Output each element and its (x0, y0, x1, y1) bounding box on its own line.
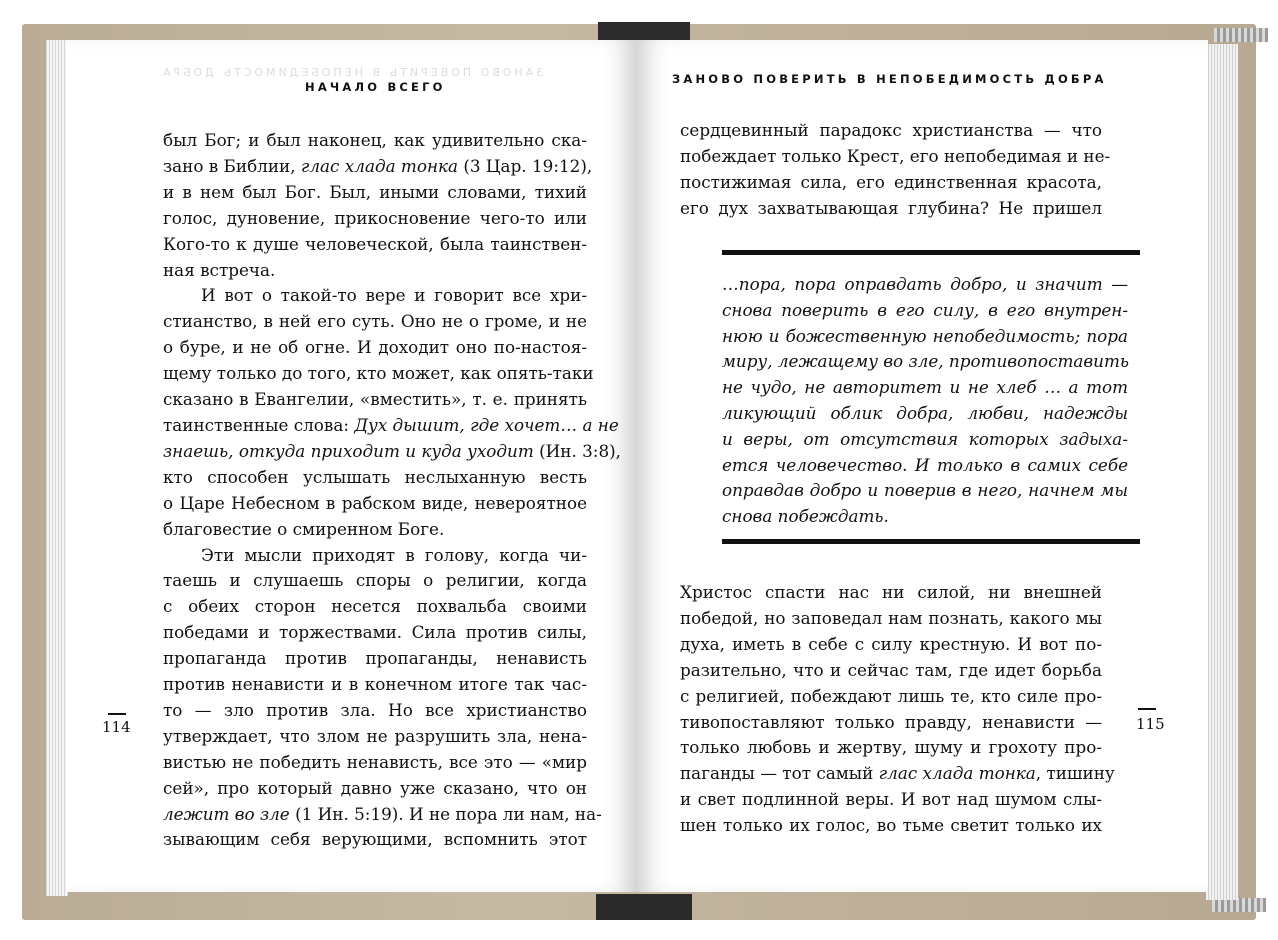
text-line (680, 813, 1102, 839)
text-line (163, 620, 587, 646)
text-line (163, 646, 587, 672)
quote-line: снова побеждать. (722, 506, 889, 527)
text-segment: (1 Ин. 5:19). И не пора ли нам, на- (289, 803, 602, 824)
text-segment: (3 Цар. 19:12), (458, 155, 593, 176)
text-segment: Эти мысли приходят в голову, когда чи- (201, 544, 587, 565)
text-line (163, 309, 587, 335)
quote-line: снова поверить в его силу, в его внутрен- (722, 299, 1128, 320)
text-line (680, 118, 1102, 144)
text-line (680, 580, 1102, 606)
text-line (680, 735, 1102, 761)
text-segment: голос, дуновение, прикосновение чего-то или (163, 207, 587, 228)
right-body-text-bottom (680, 580, 1115, 839)
right-running-head: ЗАНОВО ПОВЕРИТЬ В НЕПОБЕДИМОСТЬ ДОБРА (672, 72, 1107, 86)
quote-line: миру, лежащему во зле, противопоставить (722, 351, 1130, 372)
text-line (163, 517, 587, 543)
italic-segment: знаешь, откуда приходит и куда уходит (163, 440, 534, 461)
page-edges-left (46, 40, 68, 896)
quote-line: не чудо, не авторитет и не хлеб … а тот (722, 377, 1128, 398)
quote-line: и веры, от отсутствия которых задыха- (722, 428, 1128, 449)
text-line (680, 144, 1111, 170)
text-segment: стианство, в ней его суть. Оно не о громе, и не (163, 311, 587, 332)
text-line (163, 258, 587, 284)
quote-line: оправдав добро и поверив в него, начнем мы (722, 480, 1128, 501)
left-body-text (163, 128, 622, 853)
text-segment: побеждает только Крест, его непобедимая и не- (680, 145, 1111, 166)
page-edges-right (1206, 44, 1238, 900)
left-running-head: НАЧАЛО ВСЕГО (305, 80, 446, 94)
text-segment: разительно, что и сейчас там, где идет борьба (680, 659, 1102, 680)
pull-quote (722, 272, 1128, 530)
text-segment: против ненависти и в конечном итоге так час- (163, 674, 587, 695)
text-segment: таинственные слова: (163, 414, 355, 435)
italic-segment: глас хлада тонка (300, 155, 459, 176)
text-line (680, 658, 1102, 684)
text-segment: с религией, побеждают лишь те, кто силе про- (680, 685, 1102, 706)
text-segment: сердцевинный парадокс христианства — что (680, 120, 1102, 140)
text-segment: сей», про который давно уже сказано, что он (163, 777, 587, 798)
mirror-running-head: ЗАНОВО ПОВЕРИТЬ В НЕПОБЕДИМОСТЬ ДОБРА (160, 66, 544, 79)
text-line (680, 710, 1102, 736)
text-line (163, 465, 587, 491)
text-line (163, 361, 594, 387)
text-segment: сказано в Евангелии, «вместить», т. е. принять (163, 389, 587, 410)
text-line (163, 387, 587, 413)
text-segment: зывающим себя верующими, вспомнить этот (163, 829, 587, 850)
text-line (163, 413, 619, 439)
italic-segment: Дух дышит, где хочет… а не (354, 414, 619, 435)
quote-line: ликующий облик добра, любви, надежды (722, 402, 1128, 423)
text-line (680, 170, 1102, 196)
folio-dash-right (1138, 708, 1156, 710)
page-number-right: 115 (1136, 715, 1165, 733)
text-segment: вистью не победить ненависть, все это — «мир (163, 751, 587, 772)
italic-segment: глас хлада тонка (878, 763, 1036, 784)
text-line (163, 491, 587, 517)
text-segment: шен только их голос, во тьме светит только их (680, 815, 1102, 836)
text-segment: тивопоставляют только правду, ненависти — (680, 711, 1102, 732)
headband (1214, 28, 1268, 42)
text-segment: его дух захватывающая глубина? Не пришел (680, 197, 1102, 218)
right-body-text-top (680, 118, 1111, 222)
text-segment: кто способен услышать неслыханную весть (163, 466, 587, 487)
text-segment: победой, но заповедал нам познать, какого мы (680, 607, 1102, 628)
quote-line: нюю и божественную непобедимость; пора (722, 325, 1128, 346)
text-segment: то — зло против зла. Но все христианство (163, 699, 587, 720)
spine-bottom (596, 894, 692, 920)
text-segment: Кого-то к душе человеческой, была таинствен- (163, 233, 587, 254)
text-segment: и в нем был Бог. Был, иными словами, тихий (163, 181, 587, 202)
text-line (163, 439, 622, 465)
text-line (163, 180, 587, 206)
text-segment: (Ин. 3:8), (533, 440, 622, 461)
text-segment: щему только до того, кто может, как опять-таки (163, 363, 594, 384)
text-line (163, 776, 587, 802)
text-segment: И вот о такой-то вере и говорит все хри- (201, 285, 587, 306)
text-segment: победами и торжествами. Сила против силы, (163, 622, 587, 643)
text-line (163, 750, 587, 776)
text-line (680, 632, 1102, 658)
text-line (163, 128, 587, 154)
quote-line: ется человечество. И только в самих себе (722, 454, 1128, 475)
text-line (163, 154, 593, 180)
text-segment: о Царе Небесном в рабском виде, невероятное (163, 492, 587, 513)
text-line (163, 206, 587, 232)
text-segment: таешь и слушаешь споры о религии, когда (163, 570, 587, 591)
text-segment: , тишину (1035, 763, 1115, 784)
text-line (163, 543, 587, 569)
text-line (163, 568, 587, 594)
quote-rule-bottom (722, 539, 1140, 544)
text-segment: и свет подлинной веры. И вот над шумом слы- (680, 789, 1102, 810)
page-number-left: 114 (102, 718, 131, 736)
quote-line: …пора, пора оправдать добро, и значит — (722, 274, 1128, 294)
text-line (163, 232, 587, 258)
text-line (163, 672, 587, 698)
text-line (680, 684, 1102, 710)
text-segment: благовестие о смиренном Боге. (163, 518, 445, 539)
text-segment: ная встреча. (163, 259, 276, 280)
text-line (163, 802, 602, 828)
text-line (163, 698, 587, 724)
quote-rule-top (722, 250, 1140, 255)
text-segment: зано в Библии, (163, 155, 301, 176)
text-segment: был Бог; и был наконец, как удивительно ска- (163, 130, 587, 150)
text-line (680, 606, 1102, 632)
text-segment: пропаганда против пропаганды, ненависть (163, 648, 587, 669)
text-segment: с обеих сторон несется похвальба своими (163, 596, 587, 617)
text-line (680, 196, 1102, 222)
text-segment: утверждает, что злом не разрушить зла, нена- (163, 725, 587, 746)
text-segment: о буре, и не об огне. И доходит оно по-настоя- (163, 337, 587, 358)
text-segment: только любовь и жертву, шуму и грохоту про- (680, 737, 1102, 758)
text-line (163, 283, 587, 309)
folio-dash-left (108, 713, 126, 715)
text-segment: паганды — тот самый (680, 763, 879, 784)
text-segment: духа, иметь в себе с силу крестную. И вот по- (680, 633, 1102, 654)
text-line (680, 787, 1102, 813)
text-line (680, 761, 1115, 787)
text-segment: Христос спасти нас ни силой, ни внешней (680, 582, 1102, 602)
text-line (163, 724, 587, 750)
tailband (1212, 898, 1266, 912)
text-line (163, 594, 587, 620)
italic-segment: лежит во зле (163, 803, 290, 824)
text-line (163, 335, 587, 361)
text-segment: постижимая сила, его единственная красота, (680, 171, 1102, 192)
text-line (163, 827, 587, 853)
